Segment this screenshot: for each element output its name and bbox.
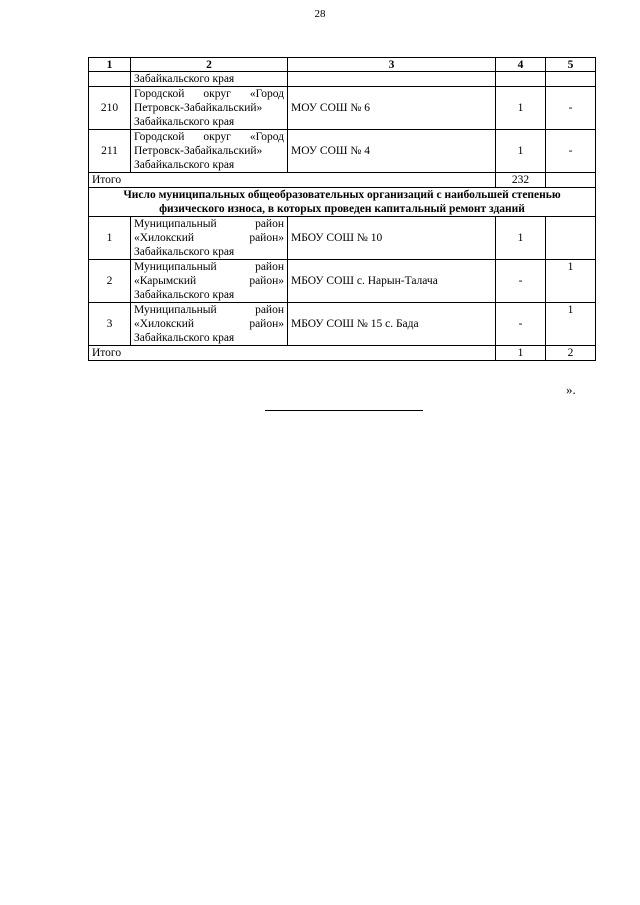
cell-organization: МБОУ СОШ № 10 [288,217,496,260]
municipality-line: Городской округ «Город [134,131,284,143]
cell-organization: МБОУ СОШ с. Нарын-Талача [288,260,496,303]
header-col-1: 1 [89,58,131,72]
cell-value-5 [546,217,596,260]
table-row [89,87,596,130]
table-row [89,260,596,303]
total-label: Итого [89,173,496,188]
municipality-line: Забайкальского края [134,116,235,128]
municipality-line: «Хилокский район» [134,318,284,330]
cell-organization: МБОУ СОШ № 15 с. Бада [288,303,496,346]
cell-municipality [131,260,288,303]
cell-num: 3 [89,303,131,346]
header-row [89,58,596,72]
header-col-5: 5 [546,58,596,72]
municipality-line: Городской округ «Город [134,88,284,100]
municipality-line: Муниципальный район [134,304,284,316]
cell-num: 211 [89,130,131,173]
table-row [89,217,596,260]
municipality-line: Забайкальского края [134,289,235,301]
header-col-2: 2 [131,58,288,72]
table-row [89,303,596,346]
section-heading-row [89,188,596,217]
cell-value-4: - [496,260,546,303]
municipality-line: «Карымский район» [134,275,284,287]
cell-value-5: - [546,130,596,173]
cell-value-4 [496,72,546,87]
cell-organization: МОУ СОШ № 6 [288,87,496,130]
total-row [89,173,596,188]
header-col-3: 3 [288,58,496,72]
cell-value-5 [546,72,596,87]
cell-value-5: 1 [546,260,596,303]
end-divider [265,410,423,411]
continuation-row [89,72,596,87]
page-number: 28 [314,8,326,20]
cell-municipality: Забайкальского края [131,72,288,87]
data-table [88,57,596,361]
municipality-line: Петровск-Забайкальский» [134,102,263,114]
cell-value-5: - [546,87,596,130]
closing-quote-mark: ». [566,382,576,397]
cell-value-5: 1 [546,303,596,346]
municipality-line: Муниципальный район [134,218,284,230]
total-label: Итого [89,346,496,361]
municipality-line: Забайкальского края [134,332,235,344]
header-col-4: 4 [496,58,546,72]
cell-value-4: 1 [496,217,546,260]
cell-municipality [131,87,288,130]
table-row [89,130,596,173]
cell-num: 1 [89,217,131,260]
cell-num [89,72,131,87]
cell-num: 210 [89,87,131,130]
municipality-line: Забайкальского края [134,159,235,171]
total-value-4: 232 [496,173,546,188]
cell-organization: МОУ СОШ № 4 [288,130,496,173]
municipality-line: Петровск-Забайкальский» [134,145,263,157]
total-value-5: 2 [546,346,596,361]
cell-value-4: 1 [496,87,546,130]
cell-value-4: 1 [496,130,546,173]
total-value-5 [546,173,596,188]
total-value-4: 1 [496,346,546,361]
total-row [89,346,596,361]
municipality-line: Муниципальный район [134,261,284,273]
cell-organization [288,72,496,87]
section-heading: Число муниципальных общеобразовательных организаций с наибольшей степенью физического износа, в которых проведен капитальный ремонт зданий [89,188,596,217]
municipality-line: «Хилокский район» [134,232,284,244]
cell-municipality [131,217,288,260]
cell-num: 2 [89,260,131,303]
municipality-line: Забайкальского края [134,246,235,258]
cell-municipality [131,303,288,346]
cell-value-4: - [496,303,546,346]
cell-municipality [131,130,288,173]
